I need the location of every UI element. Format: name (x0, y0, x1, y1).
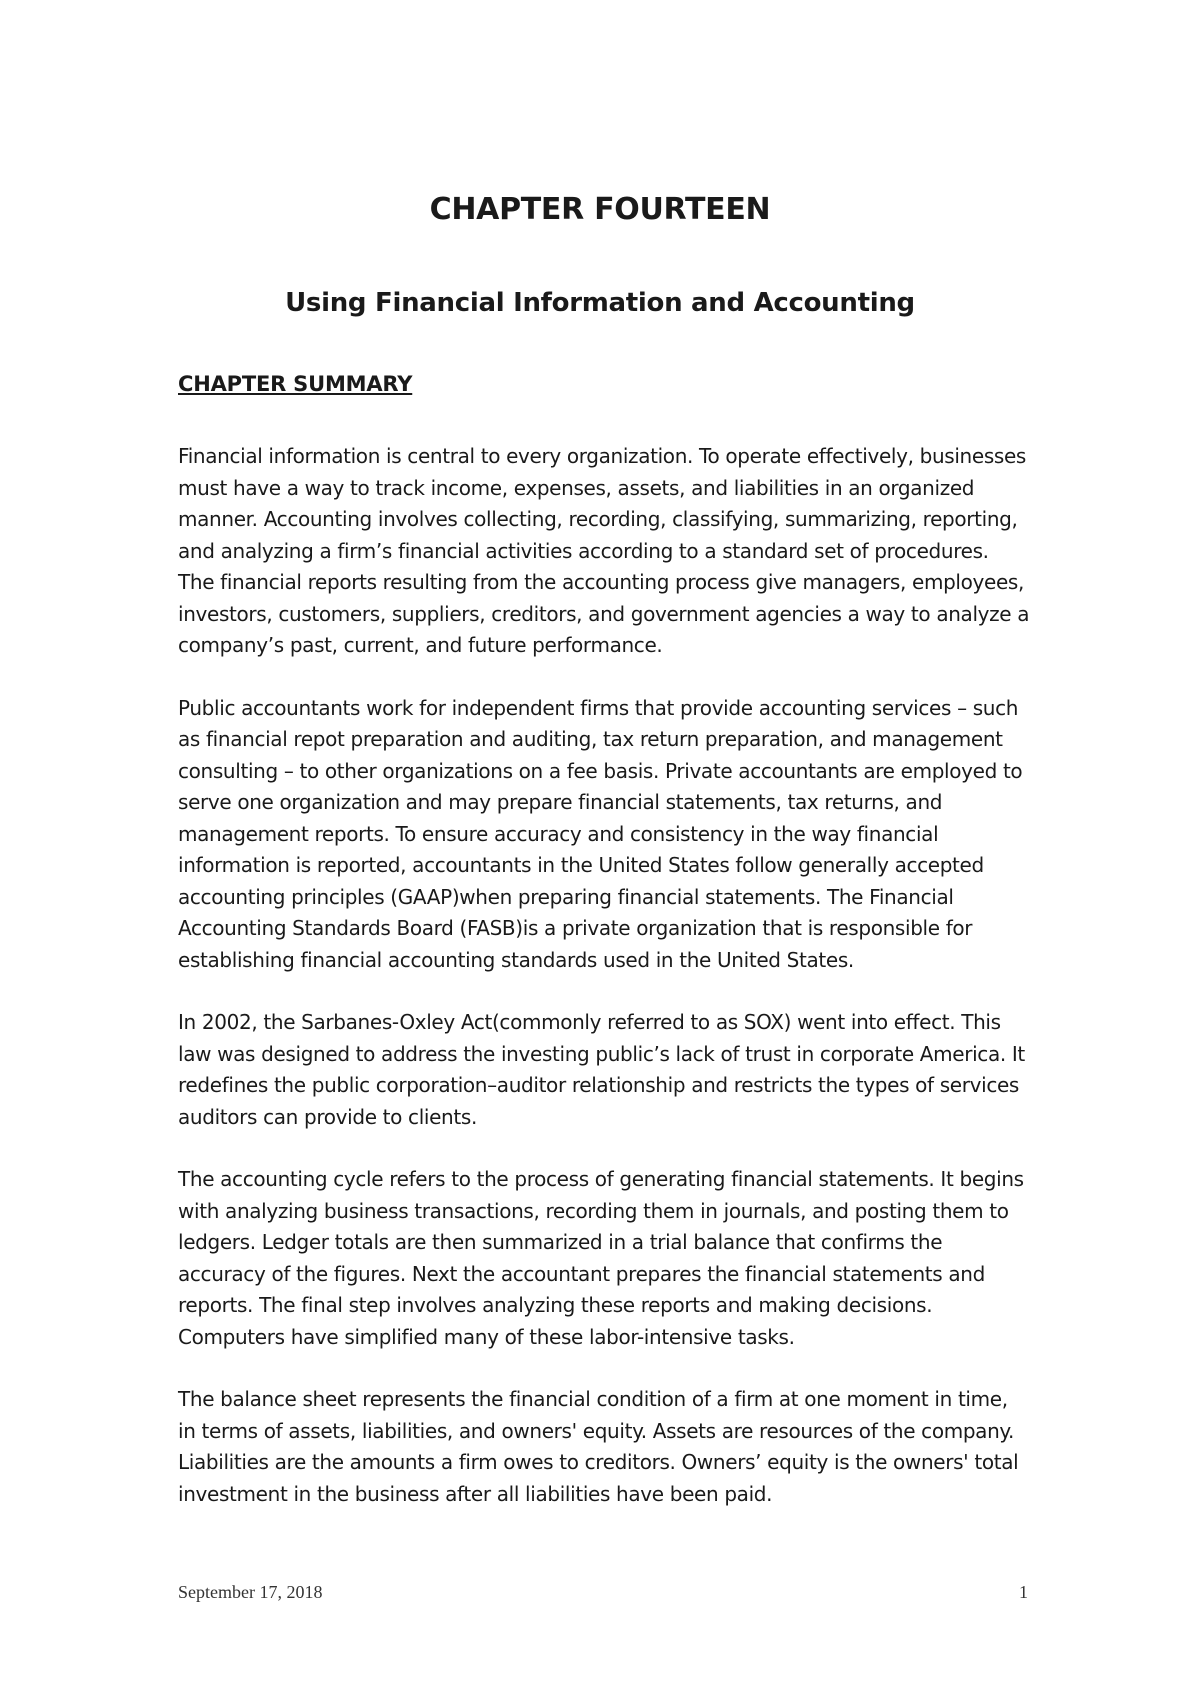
paragraph-financial-information: Financial information is central to every organization. To operate effectively, businesses must have a way to track income, expenses, assets, and liabilities in an organized manner. Accounting involves collecting, recording, classifying, summarizing, reporting, and analyzing a firm’s financial activities according to a standard set of procedures. The financial reports resulting from the accounting process give managers, employees, investors, customers, suppliers, creditors, and government agencies a way to analyze a company’s past, current, and future performance. (178, 444, 1030, 657)
footer-date: September 17, 2018 (178, 1582, 323, 1602)
chapter-subtitle: Using Financial Information and Accounting (285, 288, 915, 318)
paragraph-public-accountants: Public accountants work for independent firms that provide accounting services – such as financial repot preparation and auditing, tax return preparation, and management consulting – to other organizations on a fee basis. Private accountants are employed to serve one organization and may prepare financial statements, tax returns, and management reports. To ensure accuracy and consistency in the way financial information is reported, accountants in the United States follow generally accepted accounting principles (GAAP)when preparing financial statements. The Financial Accounting Standards Board (FASB)is a private organization that is responsible for establishing financial accounting standards used in the United States. (178, 695, 1023, 972)
section-heading: CHAPTER SUMMARY (178, 372, 413, 396)
paragraph-balance-sheet: The balance sheet represents the financial condition of a firm at one moment in time, in terms of assets, liabilities, and owners' equity. Assets are resources of the company. Liabilities are the amounts a firm owes to creditors. Owners’ equity is the owners' total investment in the business after all liabilities have been paid. (178, 1387, 1019, 1506)
chapter-title: CHAPTER FOURTEEN (429, 192, 771, 227)
footer-page-number: 1 (1019, 1582, 1028, 1602)
summary-body (178, 441, 1030, 1541)
paragraph-accounting-cycle: The accounting cycle refers to the process of generating financial statements. It begins with analyzing business transactions, recording them in journals, and posting them to ledgers. Ledger totals are then summarized in a trial balance that confirms the accuracy of the figures. Next the accountant prepares the financial statements and reports. The final step involves analyzing these reports and making decisions. Computers have simplified many of these labor-intensive tasks. (178, 1167, 1024, 1349)
paragraph-sarbanes-oxley: In 2002, the Sarbanes-Oxley Act(commonly referred to as SOX) went into effect. This law was designed to address the investing public’s lack of trust in corporate America. It redefines the public corporation–auditor relationship and restricts the types of services auditors can provide to clients. (178, 1010, 1025, 1129)
